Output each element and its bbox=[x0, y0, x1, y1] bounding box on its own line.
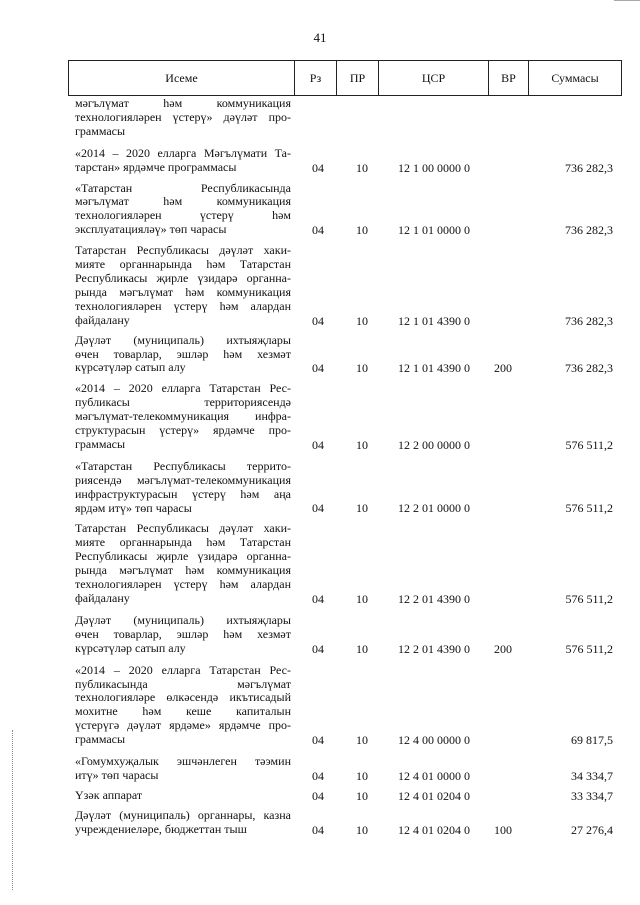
row-name-line: мәгълүмат һәм коммуникация bbox=[75, 96, 291, 110]
cell-pr: 10 bbox=[356, 768, 368, 783]
header-vr: ВР bbox=[488, 61, 528, 95]
cell-pr: 10 bbox=[356, 733, 368, 748]
table-body bbox=[0, 97, 640, 837]
cell-rz: 04 bbox=[312, 768, 324, 783]
cell-sum: 576 511,2 bbox=[565, 437, 613, 452]
cell-sum: 736 282,3 bbox=[565, 313, 613, 328]
row-values bbox=[0, 769, 640, 783]
cell-pr: 10 bbox=[356, 437, 368, 452]
cell-sum: 27 276,4 bbox=[571, 822, 613, 837]
cell-pr: 10 bbox=[356, 160, 368, 175]
row-name-line: технологияләрен үстерү һәм алардан bbox=[75, 298, 291, 313]
row-values bbox=[0, 642, 640, 656]
page-number: 41 bbox=[313, 30, 327, 45]
row-name-line: граммасы bbox=[75, 123, 126, 138]
cell-rz: 04 bbox=[312, 223, 324, 238]
row-name-line: Үзәк аппарат bbox=[75, 787, 143, 802]
row-name-line: Дәүләт (муниципаль) ихтыяҗлары bbox=[75, 332, 291, 347]
table-row bbox=[0, 382, 640, 452]
row-name-line: мияте органнарында һәм Татарстан bbox=[75, 257, 291, 272]
row-name-line: итү» төп чарасы bbox=[75, 767, 159, 782]
cell-csr: 12 2 01 4390 0 bbox=[398, 591, 470, 606]
table-row bbox=[0, 755, 640, 783]
cell-csr: 12 4 01 0000 0 bbox=[398, 768, 470, 783]
row-values bbox=[0, 223, 640, 237]
row-name-line: рында мәгълүмат һәм коммуникация bbox=[75, 284, 291, 299]
row-values bbox=[0, 823, 640, 837]
row-name-line: күрсәтүләр сатып алу bbox=[75, 360, 186, 375]
table-row bbox=[0, 147, 640, 175]
row-values bbox=[0, 361, 640, 375]
cell-sum: 736 282,3 bbox=[565, 223, 613, 238]
cell-rz: 04 bbox=[312, 437, 324, 452]
row-name-line: эксплуатацияләү» төп чарасы bbox=[75, 222, 227, 237]
row-name-line: ярдәм итү» төп чарасы bbox=[75, 500, 192, 515]
cell-vr: 200 bbox=[494, 361, 512, 376]
scan-corner-mark bbox=[614, 0, 640, 7]
row-values bbox=[0, 438, 640, 452]
table-row bbox=[0, 182, 640, 238]
cell-pr: 10 bbox=[356, 641, 368, 656]
header-name: Исеме bbox=[165, 70, 198, 85]
cell-sum: 576 511,2 bbox=[565, 501, 613, 516]
cell-rz: 04 bbox=[312, 591, 324, 606]
cell-sum: 69 817,5 bbox=[571, 733, 613, 748]
header-rz: Рз bbox=[294, 61, 336, 95]
row-values bbox=[0, 789, 640, 803]
row-name-line: технологияләрен үстерү» дәүләт про- bbox=[75, 109, 291, 124]
row-name-line: күрсәтүләр сатып алу bbox=[75, 640, 186, 655]
row-values bbox=[0, 314, 640, 328]
cell-csr: 12 2 01 0000 0 bbox=[398, 501, 470, 516]
cell-rz: 04 bbox=[312, 160, 324, 175]
row-values bbox=[0, 501, 640, 515]
cell-rz: 04 bbox=[312, 733, 324, 748]
row-name-line: өчен товарлар, эшләр һәм хезмәт bbox=[75, 626, 291, 641]
cell-pr: 10 bbox=[356, 591, 368, 606]
row-name-line: Дәүләт (муниципаль) ихтыяҗлары bbox=[75, 612, 291, 627]
row-name-line: технологияләре өлкәсендә икътисадый bbox=[75, 690, 291, 705]
cell-sum: 34 334,7 bbox=[571, 768, 613, 783]
cell-rz: 04 bbox=[312, 501, 324, 516]
header-csr: ЦСР bbox=[378, 61, 488, 95]
row-name-line: «Татарстан Республикасында bbox=[75, 180, 291, 195]
row-name-line: граммасы bbox=[75, 436, 126, 451]
cell-csr: 12 1 01 0000 0 bbox=[398, 223, 470, 238]
cell-vr: 100 bbox=[494, 822, 512, 837]
table-row bbox=[0, 522, 640, 605]
table-row bbox=[0, 809, 640, 837]
row-name-line: мияте органнарында һәм Татарстан bbox=[75, 535, 291, 550]
cell-csr: 12 4 01 0204 0 bbox=[398, 822, 470, 837]
cell-pr: 10 bbox=[356, 501, 368, 516]
table-row bbox=[0, 97, 640, 139]
cell-pr: 10 bbox=[356, 822, 368, 837]
cell-pr: 10 bbox=[356, 223, 368, 238]
row-name-line: инфраструктурасын үстерү һәм аңа bbox=[75, 486, 291, 501]
cell-sum: 576 511,2 bbox=[565, 641, 613, 656]
row-name-line: өчен товарлар, эшләр һәм хезмәт bbox=[75, 346, 291, 361]
cell-csr: 12 1 01 4390 0 bbox=[398, 313, 470, 328]
row-name-line: публикасы территориясендә bbox=[75, 395, 291, 410]
cell-pr: 10 bbox=[356, 788, 368, 803]
cell-pr: 10 bbox=[356, 313, 368, 328]
row-name-line: публикасында мәгълүмат bbox=[75, 676, 291, 691]
row-name-line: риясендә мәгълүмат-телекоммуникация bbox=[75, 472, 291, 487]
table-row bbox=[0, 664, 640, 747]
row-name-line: рында мәгълүмат һәм коммуникация bbox=[75, 563, 291, 578]
header-sum: Суммасы bbox=[528, 61, 621, 95]
cell-csr: 12 1 00 0000 0 bbox=[398, 160, 470, 175]
row-name-line: «2014 – 2020 елларга Татарстан Рес- bbox=[75, 662, 291, 677]
header-pr: ПР bbox=[336, 61, 378, 95]
cell-rz: 04 bbox=[312, 788, 324, 803]
row-name-line: граммасы bbox=[75, 732, 126, 747]
row-name-line: учреждениеләре, бюджеттан тыш bbox=[75, 821, 247, 836]
row-name-line: структурасын үстерү» ярдәмче про- bbox=[75, 423, 291, 438]
row-name-line: технологияләрен үстерү һәм bbox=[75, 208, 291, 223]
cell-sum: 736 282,3 bbox=[565, 361, 613, 376]
row-values bbox=[0, 161, 640, 175]
row-name-line: «Татарстан Республикасы террито- bbox=[75, 458, 291, 473]
cell-rz: 04 bbox=[312, 641, 324, 656]
cell-csr: 12 4 00 0000 0 bbox=[398, 733, 470, 748]
row-values bbox=[0, 125, 640, 139]
cell-vr: 200 bbox=[494, 641, 512, 656]
cell-sum: 736 282,3 bbox=[565, 160, 613, 175]
cell-rz: 04 bbox=[312, 822, 324, 837]
table-row bbox=[0, 789, 640, 803]
cell-csr: 12 2 00 0000 0 bbox=[398, 437, 470, 452]
row-name-line: Республикасы җирле үзидарә органна- bbox=[75, 270, 291, 285]
cell-rz: 04 bbox=[312, 313, 324, 328]
table-row bbox=[0, 244, 640, 327]
cell-csr: 12 2 01 4390 0 bbox=[398, 641, 470, 656]
row-name-line: мохитне һәм кеше капиталын bbox=[75, 704, 291, 719]
cell-sum: 576 511,2 bbox=[565, 591, 613, 606]
cell-sum: 33 334,7 bbox=[571, 788, 613, 803]
row-name-line: файдалану bbox=[75, 312, 130, 327]
table-row bbox=[0, 334, 640, 376]
cell-rz: 04 bbox=[312, 361, 324, 376]
row-name-line: файдалану bbox=[75, 591, 130, 605]
row-values bbox=[0, 733, 640, 747]
row-name-line: Татарстан Республикасы дәүләт хаки- bbox=[75, 521, 291, 536]
row-values bbox=[0, 592, 640, 606]
row-name-line: «2014 – 2020 елларга Мәгълүмати Та- bbox=[75, 145, 291, 160]
row-name-line: Татарстан Республикасы дәүләт хаки- bbox=[75, 243, 291, 258]
row-name-line: «Гомумхуҗалык эшчәнлеген тәэмин bbox=[75, 754, 291, 769]
cell-pr: 10 bbox=[356, 361, 368, 376]
row-name-line: тарстан» ярдәмче программасы bbox=[75, 159, 237, 174]
table-row bbox=[0, 460, 640, 516]
row-name-line: «2014 – 2020 елларга Татарстан Рес- bbox=[75, 381, 291, 396]
table-row bbox=[0, 614, 640, 656]
row-name-line: технологияләрен үстерү һәм алардан bbox=[75, 577, 291, 592]
row-name-line: мәгълүмат һәм коммуникация bbox=[75, 194, 291, 209]
cell-csr: 12 1 01 4390 0 bbox=[398, 361, 470, 376]
row-name-line: Дәүләт (муниципаль) органнары, казна bbox=[75, 807, 291, 822]
row-name-line: мәгълүмат-телекоммуникация инфра- bbox=[75, 409, 291, 424]
cell-csr: 12 4 01 0204 0 bbox=[398, 788, 470, 803]
row-name-line: үстерүгә дәүләт ярдәме» ярдәмче про- bbox=[75, 718, 291, 733]
table-header bbox=[68, 60, 622, 96]
row-name-line: Республикасы җирле үзидарә органна- bbox=[75, 549, 291, 564]
